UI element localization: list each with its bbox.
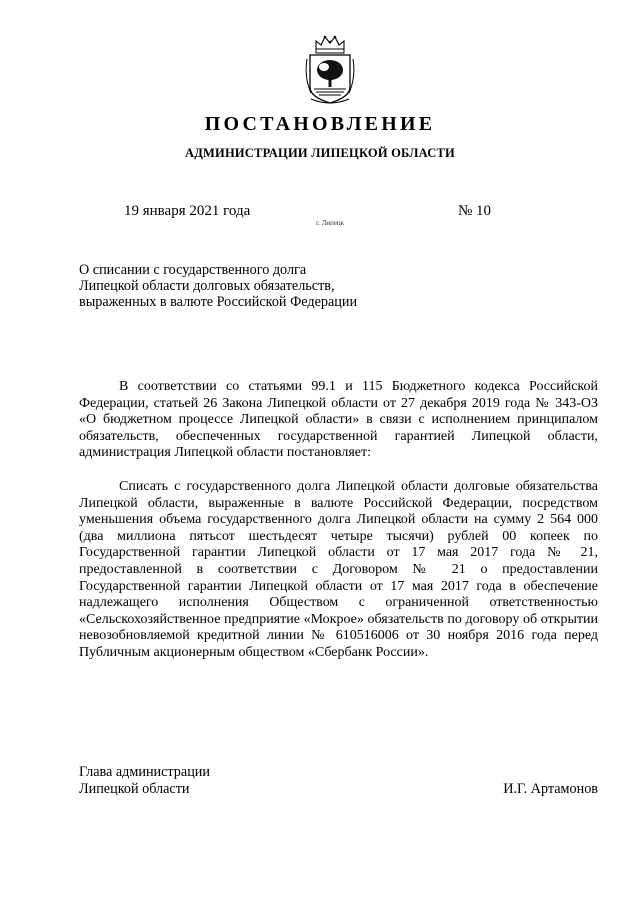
subject-line: О списании с государственного долга bbox=[79, 262, 307, 278]
subject-line: выраженных в валюте Российской Федерации bbox=[79, 294, 358, 310]
document-city: г. Липецк bbox=[316, 219, 345, 227]
document-subject bbox=[79, 262, 409, 310]
coat-of-arms-icon bbox=[303, 33, 357, 107]
signatory-position-line: Липецкой области bbox=[79, 781, 190, 797]
subject-line: Липецкой области долговых обязательств, bbox=[79, 278, 335, 294]
signatory-name: И.Г. Артамонов bbox=[503, 781, 598, 797]
issuing-authority: АДМИНИСТРАЦИИ ЛИПЕЦКОЙ ОБЛАСТИ bbox=[185, 146, 455, 160]
signatory-position-line: Глава администрации bbox=[79, 764, 210, 780]
document-date: 19 января 2021 года bbox=[124, 203, 251, 219]
body-paragraph: В соответствии со статьями 99.1 и 115 Бюджетного кодекса Российской Федерации, статьей 26 Закона Липецкой области от 27 декабря 2019 года № 343-ОЗ «О бюджетном процессе Липецкой области» в связи с исполнением принципалом обязательств, обеспеченных государственной гарантией Липецкой области, администрация Липецкой области постановляет: bbox=[79, 379, 598, 461]
document-number: № 10 bbox=[458, 203, 492, 219]
document-title: ПОСТАНОВЛЕНИЕ bbox=[204, 113, 436, 135]
signatory-position bbox=[79, 764, 210, 798]
body-paragraph: Списать с государственного долга Липецкой области долговые обязательства Липецкой области, выраженные в валюте Российской Федерации, посредством уменьшения объема государственного долга Липецкой области на сумму 2 564 000 (два миллиона пятьсот шестьдесят четыре тысячи) рублей 00 копеек по Государственной гарантии Липецкой области от 17 мая 2017 года № 21, предоставленной в соответствии с Договором № 21 о предоставлении Государственной гарантии Липецкой области от 17 мая 2017 года в обеспечение надлежащего исполнения Обществом с ограниченной ответственностью «Сельскохозяйственное предприятие «Мокрое» обязательств по договору об открытии невозобновляемой кредитной линии № 610516006 от 30 ноября 2016 года перед Публичным акционерным обществом «Сбербанк России». bbox=[79, 478, 598, 660]
document-body bbox=[79, 379, 598, 662]
